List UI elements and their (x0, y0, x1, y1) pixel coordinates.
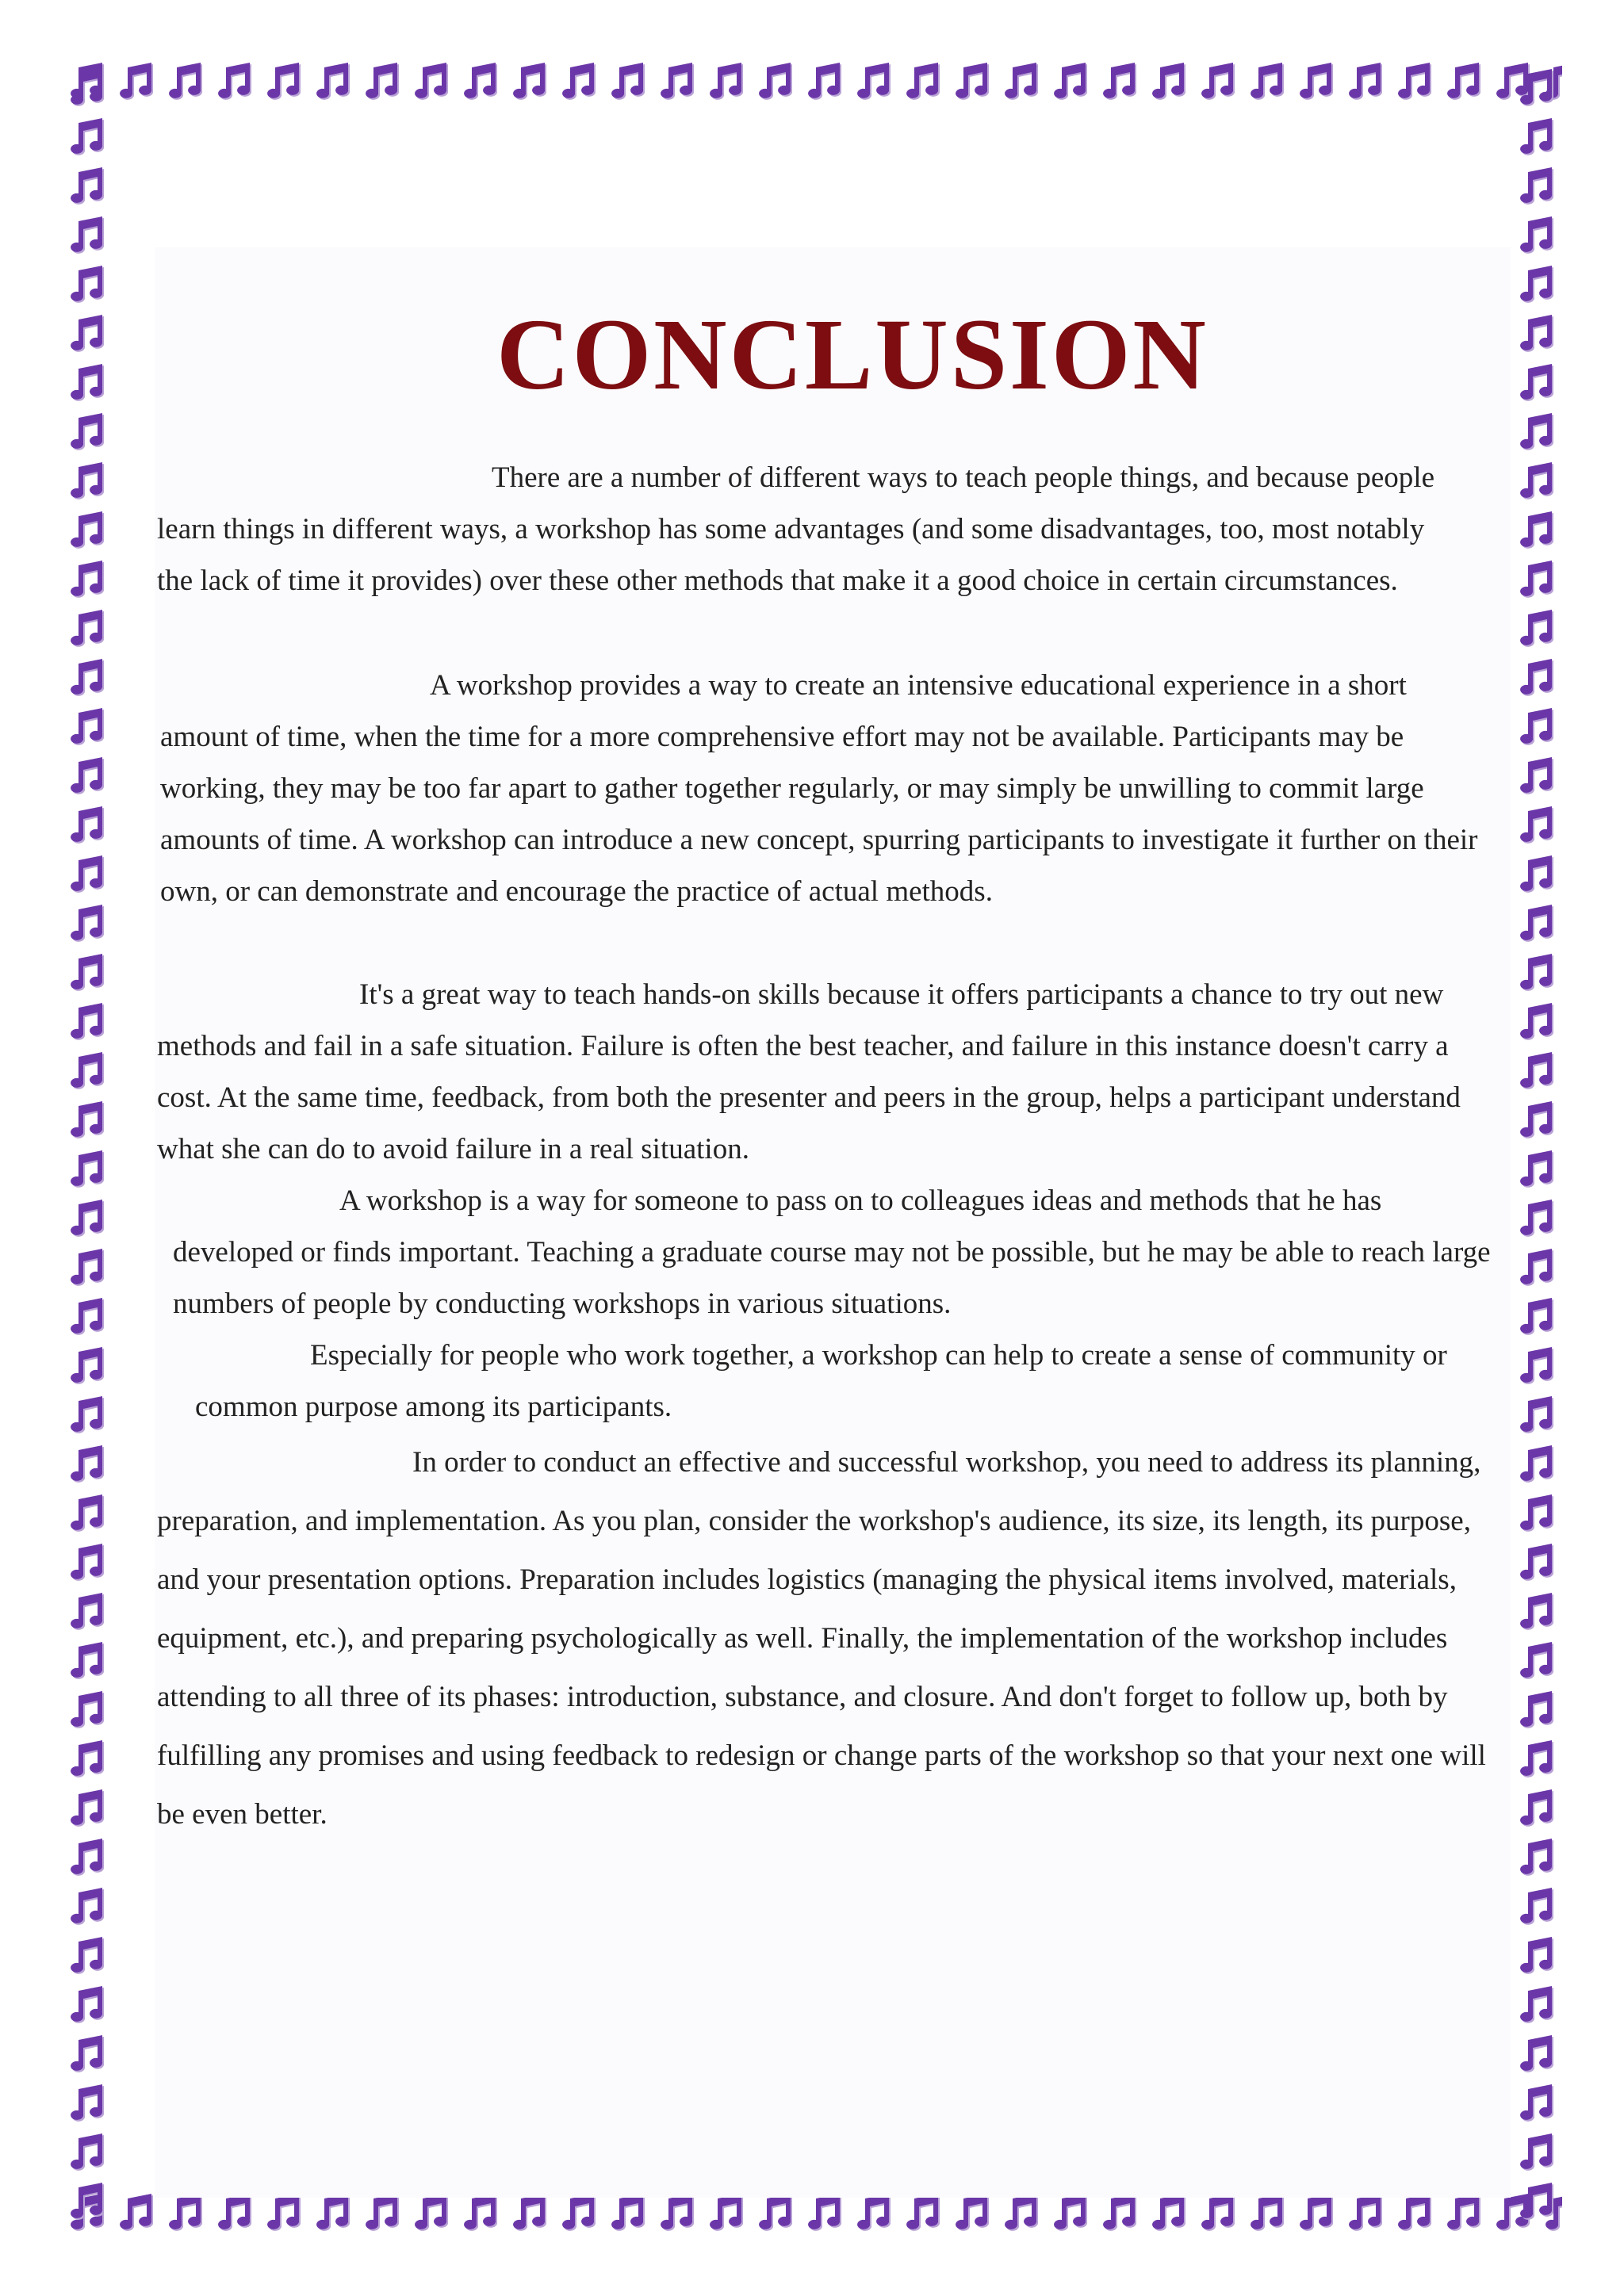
music-note-icon (1513, 1341, 1562, 1391)
music-note-icon (1047, 57, 1096, 106)
music-note-icon (1513, 162, 1562, 211)
music-note-icon (1513, 1292, 1562, 1341)
music-note-icon (63, 1489, 113, 1538)
music-note-icon (63, 997, 113, 1047)
music-note-icon (1513, 555, 1562, 604)
music-note-icon (1513, 2128, 1562, 2177)
music-note-icon (63, 899, 113, 948)
music-note-icon (63, 850, 113, 899)
music-note-icon (1513, 2177, 1562, 2226)
music-note-icon (63, 948, 113, 997)
music-note-icon (703, 57, 752, 106)
music-note-icon (63, 506, 113, 555)
music-note-icon (850, 57, 899, 106)
music-note-icon (113, 57, 162, 106)
music-note-icon (1513, 1784, 1562, 1833)
music-note-icon (1293, 57, 1342, 106)
music-note-icon (63, 1292, 113, 1341)
music-note-icon (801, 57, 850, 106)
music-note-icon (998, 57, 1047, 106)
music-note-icon (1513, 1096, 1562, 1145)
music-note-icon (1513, 1145, 1562, 1194)
music-note-icon (63, 1145, 113, 1194)
music-note-icon (1243, 57, 1293, 106)
music-note-icon (63, 162, 113, 211)
music-note-icon (1513, 1391, 1562, 1440)
music-note-icon (1513, 1489, 1562, 1538)
music-note-icon (752, 57, 801, 106)
music-note-icon (1513, 2030, 1562, 2079)
music-note-icon (1513, 604, 1562, 653)
music-note-icon (555, 57, 604, 106)
music-note-icon (63, 1735, 113, 1784)
music-note-icon (1194, 57, 1243, 106)
music-note-icon (1513, 1538, 1562, 1587)
music-note-icon (604, 57, 653, 106)
music-note-icon (63, 702, 113, 752)
music-note-icon (1513, 899, 1562, 948)
music-note-icon (1513, 1882, 1562, 1931)
music-note-icon (1513, 653, 1562, 702)
music-note-icon (899, 57, 948, 106)
paragraph-planning: In order to conduct an effective and successful workshop, you need to address its planning, preparation, and implementation. As you plan, consider the workshop's audience, its size, its length, its purpose, and your presentation options. Preparation includes logistics (managing the physical items involved, materials, equipment, etc.), and preparing psychologically as well. Finally, the implementation of the workshop includes attending to all three of its phases: introduction, substance, and closure. And don't forget to follow up, both by fulfilling any promises and using feedback to redesign or change parts of the workshop so that your next one will be even better. (157, 1446, 1486, 1831)
music-note-icon (63, 1440, 113, 1489)
music-note-icon (457, 57, 506, 106)
music-note-icon (260, 57, 309, 106)
music-note-icon (63, 1833, 113, 1882)
music-note-icon (162, 57, 211, 106)
music-note-icon (1391, 57, 1440, 106)
music-note-icon (63, 1636, 113, 1686)
music-note-icon (63, 1784, 113, 1833)
music-note-icon (63, 1096, 113, 1145)
music-note-icon (1513, 1833, 1562, 1882)
music-note-icon (211, 57, 260, 106)
music-note-icon (1513, 1686, 1562, 1735)
music-note-icon (1513, 506, 1562, 555)
music-note-icon (309, 57, 358, 106)
border-top (63, 57, 1562, 106)
music-note-icon (63, 260, 113, 309)
border-left (63, 63, 113, 2244)
music-note-icon (1513, 752, 1562, 801)
paragraph-hands-on-skills: It's a great way to teach hands-on skills because it offers participants a chance to try out new methods and fail in a safe situation. Failure is often the best teacher, and failure in this instance doesn't carry a cost. At the same time, feedback, from both the presenter and peers in the group, helps a participant understand what she can do to avoid failure in a real situation. (157, 978, 1461, 1165)
paragraph-intensive-experience: A workshop provides a way to create an intensive educational experience in a short amount of time, when the time for a more comprehensive effort may not be available. Participants may be working, they may be too far apart to gather together regularly, or may simply be unwilling to commit large amounts of time. A workshop can introduce a new concept, spurring participants to investigate it further on their own, or can demonstrate and encourage the practice of actual methods. (160, 669, 1478, 908)
music-note-icon (63, 358, 113, 408)
music-note-icon (63, 1587, 113, 1636)
music-note-icon (63, 1882, 113, 1931)
music-note-icon (1342, 57, 1391, 106)
music-note-icon (1513, 1047, 1562, 1096)
music-note-icon (653, 57, 703, 106)
music-note-icon (1513, 457, 1562, 506)
music-note-icon (1513, 1587, 1562, 1636)
music-note-icon (63, 2079, 113, 2128)
music-note-icon (63, 408, 113, 457)
music-note-icon (1513, 702, 1562, 752)
music-note-icon (63, 2177, 113, 2226)
music-note-icon (63, 1047, 113, 1096)
music-note-icon (63, 211, 113, 260)
music-note-icon (948, 57, 998, 106)
music-note-icon (63, 2128, 113, 2177)
music-note-icon (1513, 2079, 1562, 2128)
music-note-icon (63, 113, 113, 162)
music-note-icon (1513, 1440, 1562, 1489)
music-note-icon (506, 57, 555, 106)
music-note-icon (1513, 1636, 1562, 1686)
music-note-icon (63, 457, 113, 506)
music-note-icon (63, 1194, 113, 1243)
music-note-icon (63, 1538, 113, 1587)
paragraph-intro: There are a number of different ways to teach people things, and because people learn things in different ways, a workshop has some advantages (and some disadvantages, too, most notably the lack of time it provides) over these other methods that make it a good choice in certain circumstances. (157, 461, 1434, 597)
music-note-icon (63, 752, 113, 801)
music-note-icon (63, 653, 113, 702)
music-note-icon (1513, 1980, 1562, 2030)
music-note-icon (1513, 1735, 1562, 1784)
music-note-icon (63, 309, 113, 358)
music-note-icon (1513, 1931, 1562, 1980)
music-note-icon (1440, 57, 1489, 106)
music-note-icon (63, 555, 113, 604)
music-note-icon (1513, 801, 1562, 850)
music-note-icon (1513, 1194, 1562, 1243)
music-note-icon (63, 1341, 113, 1391)
music-note-icon (1513, 113, 1562, 162)
music-note-icon (63, 2030, 113, 2079)
music-note-icon (63, 63, 113, 113)
music-note-icon (1513, 850, 1562, 899)
music-note-icon (1513, 408, 1562, 457)
music-note-icon (63, 1686, 113, 1735)
music-note-icon (1145, 57, 1194, 106)
page-title: CONCLUSION (496, 298, 1208, 411)
music-note-icon (63, 1931, 113, 1980)
music-note-icon (1513, 948, 1562, 997)
music-note-icon (1513, 211, 1562, 260)
music-note-icon (1513, 1243, 1562, 1292)
music-note-icon (1096, 57, 1145, 106)
paragraph-pass-on-ideas: A workshop is a way for someone to pass on to colleagues ideas and methods that he has developed or finds important. Teaching a graduate course may not be possible, but he may be able to reach large numbers of people by conducting workshops in various situations. (173, 1184, 1491, 1320)
music-note-icon (358, 57, 408, 106)
music-note-icon (1513, 63, 1562, 113)
music-note-icon (63, 1391, 113, 1440)
music-note-icon (63, 604, 113, 653)
music-note-icon (408, 57, 457, 106)
music-note-icon (1513, 997, 1562, 1047)
music-note-icon (63, 1980, 113, 2030)
music-note-icon (63, 1243, 113, 1292)
music-note-icon (63, 801, 113, 850)
paragraph-community: Especially for people who work together, a workshop can help to create a sense of community or common purpose among its participants. (195, 1339, 1447, 1423)
